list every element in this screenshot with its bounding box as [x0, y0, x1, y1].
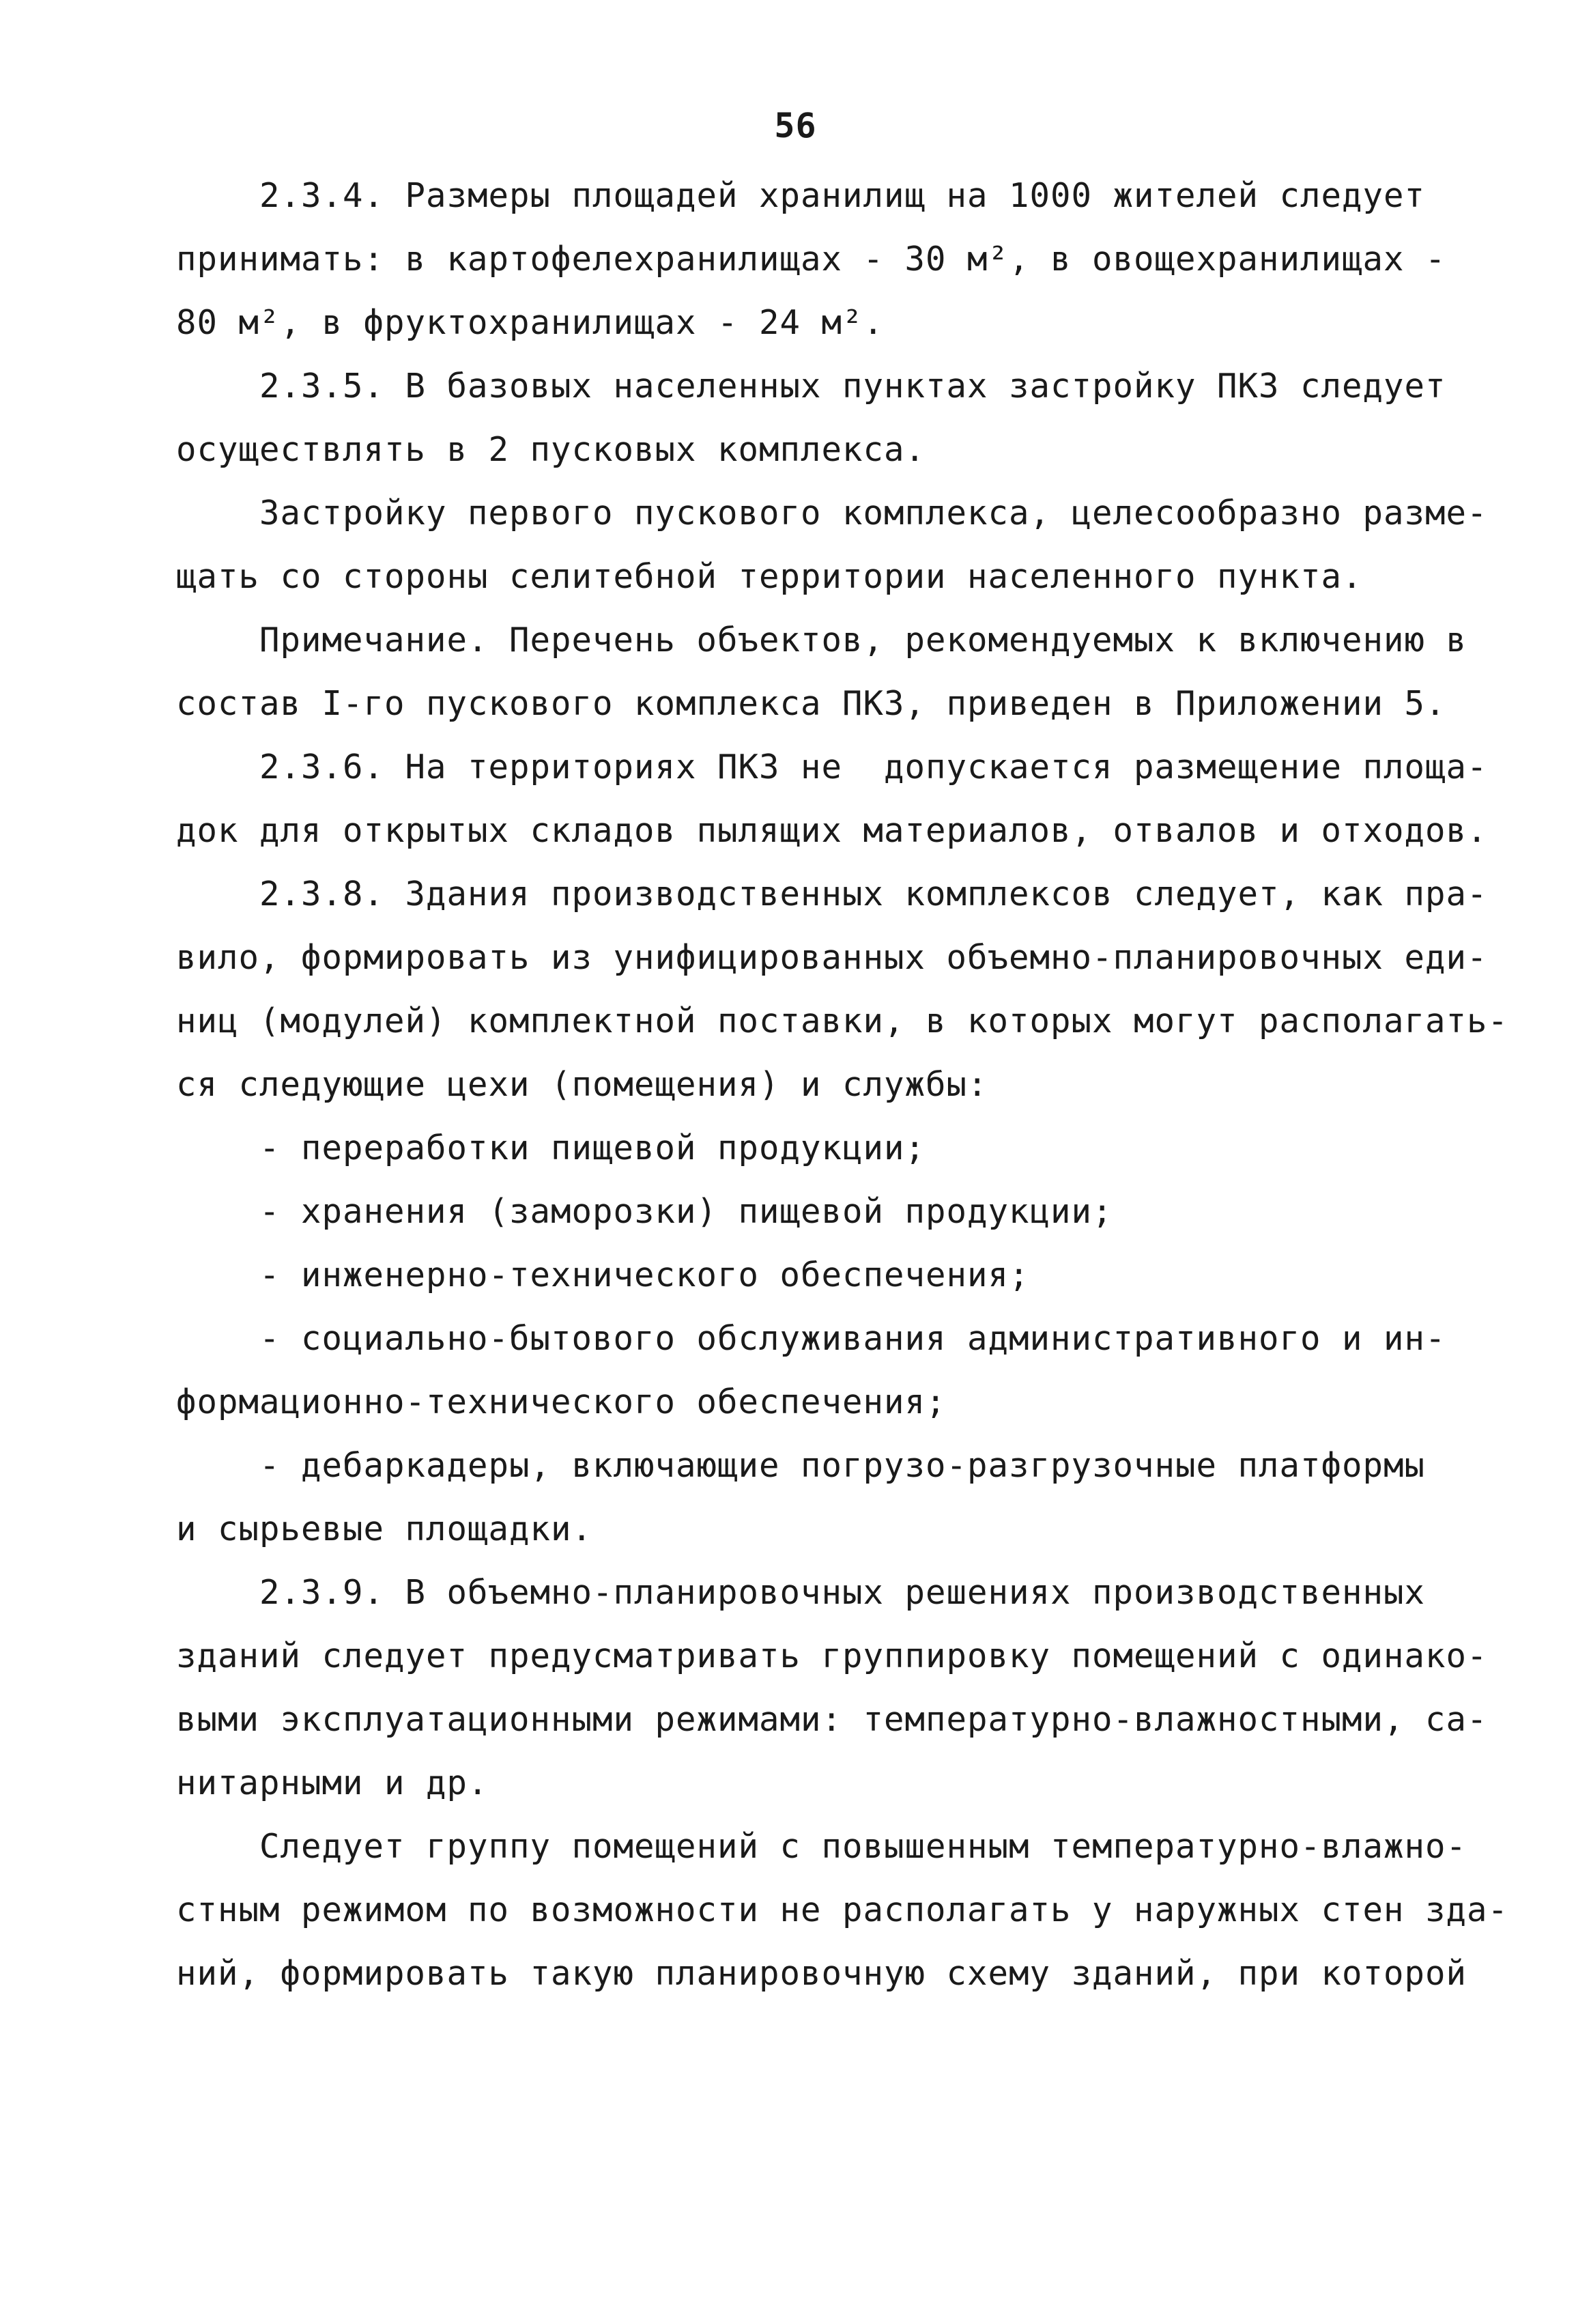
text-line: осуществлять в 2 пусковых комплекса.: [176, 430, 926, 469]
text-line: выми эксплуатационными режимами: температурно-влажностными, са-: [176, 1700, 1488, 1739]
text-line: и сырьевые площадки.: [176, 1510, 593, 1548]
text-line: стным режимом по возможности не располагать у наружных стен зда-: [176, 1890, 1509, 1929]
text-line: док для открытых складов пылящих материалов, отвалов и отходов.: [176, 811, 1488, 850]
text-line: состав I-го пускового комплекса ПКЗ, приведен в Приложении 5.: [176, 684, 1446, 723]
text-line: Следует группу помещений с повышенным температурно-влажно-: [176, 1827, 1467, 1866]
text-line: ся следующие цехи (помещения) и службы:: [176, 1065, 988, 1104]
text-line: - переработки пищевой продукции;: [176, 1129, 926, 1167]
text-line: 80 м², в фруктохранилищах - 24 м².: [176, 303, 885, 342]
text-line: вило, формировать из унифицированных объемно-планировочных еди-: [176, 938, 1488, 977]
text-line: - социально-бытового обслуживания административного и ин-: [176, 1319, 1446, 1358]
text-line: щать со стороны селитебной территории населенного пункта.: [176, 557, 1363, 596]
text-line: - хранения (заморозки) пищевой продукции;: [176, 1192, 1113, 1231]
text-line: - дебаркадеры, включающие погрузо-разгрузочные платформы: [176, 1446, 1426, 1485]
text-line: принимать: в картофелехранилищах - 30 м², в овощехранилищах -: [176, 240, 1446, 279]
text-line: 2.3.8. Здания производственных комплексов следует, как пра-: [176, 875, 1488, 913]
text-line: Примечание. Перечень объектов, рекомендуемых к включению в: [176, 621, 1467, 660]
text-line: ниц (модулей) комплектной поставки, в которых могут располагать-: [176, 1002, 1509, 1040]
page-number: 56: [774, 106, 817, 145]
text-line: 2.3.6. На территориях ПКЗ не допускается размещение площа-: [176, 748, 1488, 787]
text-line: - инженерно-технического обеспечения;: [176, 1256, 1030, 1294]
text-line: 2.3.4. Размеры площадей хранилищ на 1000 жителей следует: [176, 176, 1426, 215]
text-line: Застройку первого пускового комплекса, целесообразно разме-: [176, 494, 1488, 533]
text-line: 2.3.5. В базовых населенных пунктах застройку ПКЗ следует: [176, 367, 1446, 406]
text-line: формационно-технического обеспечения;: [176, 1383, 947, 1421]
text-line: нитарными и др.: [176, 1763, 489, 1802]
body-text: [176, 164, 1509, 2005]
text-line: 2.3.9. В объемно-планировочных решениях производственных: [176, 1573, 1426, 1612]
text-line: зданий следует предусматривать группировку помещений с одинако-: [176, 1636, 1488, 1675]
text-line: ний, формировать такую планировочную схему зданий, при которой: [176, 1954, 1467, 1993]
